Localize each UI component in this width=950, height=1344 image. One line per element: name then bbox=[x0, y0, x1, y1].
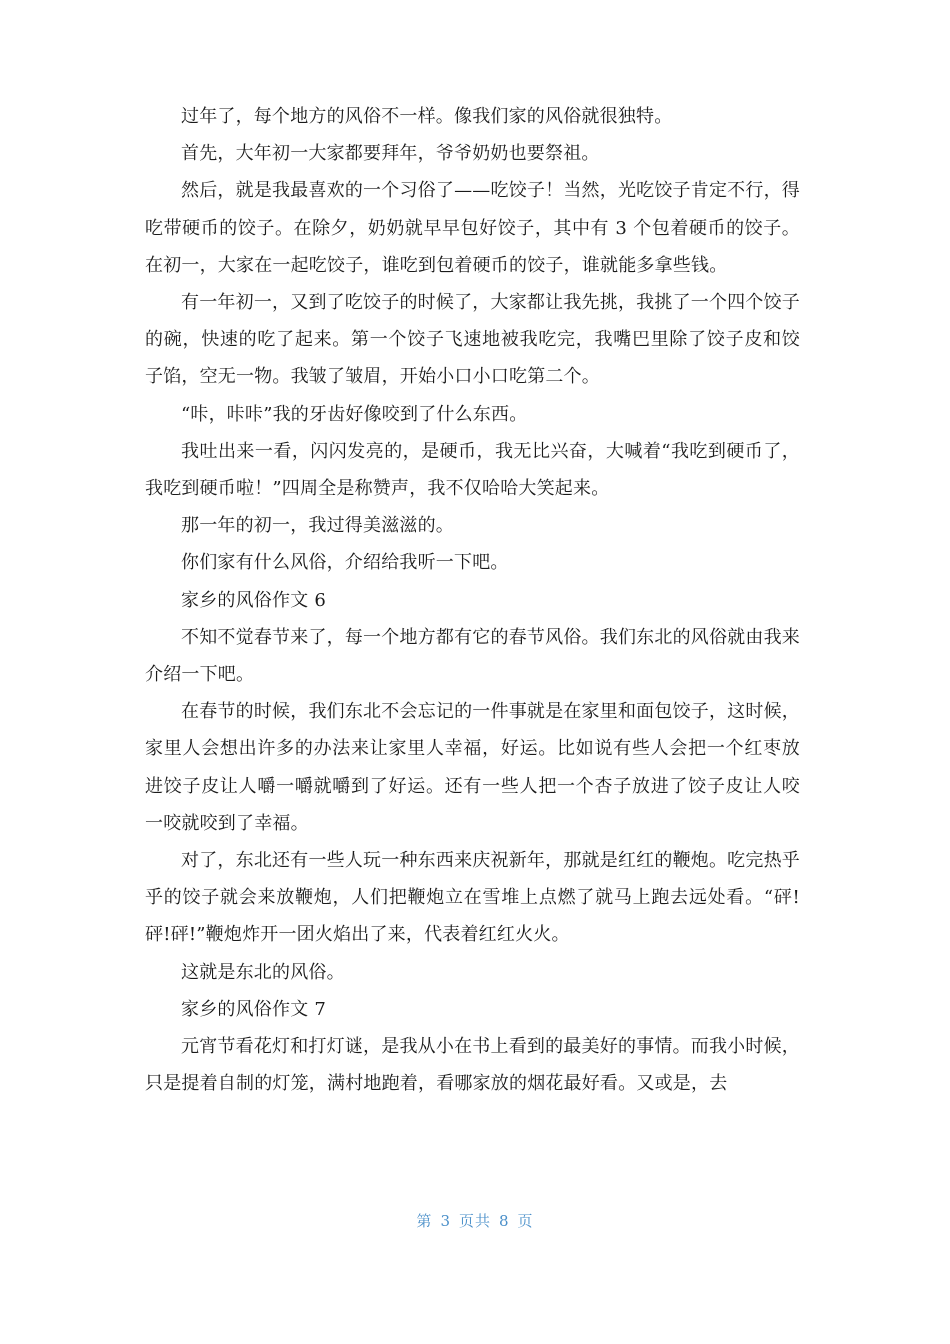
paragraph: 有一年初一，又到了吃饺子的时候了，大家都让我先挑，我挑了一个四个饺子的碗，快速的吃了起来。第一个饺子飞速地被我吃完，我嘴巴里除了饺子皮和饺子馅，空无一物。我皱了皱眉，开始小口小口吃第二个。 bbox=[145, 292, 800, 388]
paragraph: 在春节的时候，我们东北不会忘记的一件事就是在家里和面包饺子，这时候，家里人会想出许多的办法来让家里人幸福，好运。比如说有些人会把一个红枣放进饺子皮让人嚼一嚼就嚼到了好运。还有一些人把一个杏子放进了饺子皮让人咬一咬就咬到了幸福。 bbox=[145, 701, 800, 834]
paragraph: 然后，就是我最喜欢的一个习俗了——吃饺子！当然，光吃饺子肯定不行，得吃带硬币的饺子。在除夕，奶奶就早早包好饺子，其中有 3 个包着硬币的饺子。在初一，大家在一起吃饺子，谁吃到包着硬币的饺子，谁就能多拿些钱。 bbox=[145, 180, 800, 276]
paragraph: 我吐出来一看，闪闪发亮的，是硬币，我无比兴奋，大喊着“我吃到硬币了，我吃到硬币啦！”四周全是称赞声，我不仅哈哈大笑起来。 bbox=[145, 440, 800, 500]
footer-page-total: 8 bbox=[499, 1212, 510, 1230]
footer-middle: 页共 bbox=[458, 1212, 491, 1230]
paragraph: 你们家有什么风俗，介绍给我听一下吧。 bbox=[181, 552, 509, 574]
footer-page-current: 3 bbox=[440, 1212, 451, 1230]
paragraph: “咔，咔咔”我的牙齿好像咬到了什么东西。 bbox=[181, 403, 528, 425]
section-heading: 家乡的风俗作文 6 bbox=[181, 589, 326, 611]
paragraph: 不知不觉春节来了，每一个地方都有它的春节风俗。我们东北的风俗就由我来介绍一下吧。 bbox=[145, 626, 800, 686]
footer-prefix: 第 bbox=[416, 1212, 433, 1230]
paragraph: 那一年的初一，我过得美滋滋的。 bbox=[181, 515, 454, 537]
section-heading: 家乡的风俗作文 7 bbox=[181, 998, 326, 1020]
paragraph: 首先，大年初一大家都要拜年，爷爷奶奶也要祭祖。 bbox=[181, 143, 600, 165]
paragraph: 对了，东北还有一些人玩一种东西来庆祝新年，那就是红红的鞭炮。吃完热乎乎的饺子就会来放鞭炮，人们把鞭炮立在雪堆上点燃了就马上跑去远处看。“砰!砰!砰!”鞭炮炸开一团火焰出了来，代表着红红火火。 bbox=[145, 850, 800, 946]
footer-suffix: 页 bbox=[517, 1212, 534, 1230]
document-body bbox=[145, 98, 800, 1102]
paragraph: 这就是东北的风俗。 bbox=[181, 961, 345, 983]
paragraph: 元宵节看花灯和打灯谜，是我从小在书上看到的最美好的事情。而我小时候，只是提着自制的灯笼，满村地跑着，看哪家放的烟花最好看。又或是，去 bbox=[145, 1036, 800, 1095]
paragraph: 过年了，每个地方的风俗不一样。像我们家的风俗就很独特。 bbox=[181, 106, 673, 127]
page-footer bbox=[0, 1210, 950, 1231]
